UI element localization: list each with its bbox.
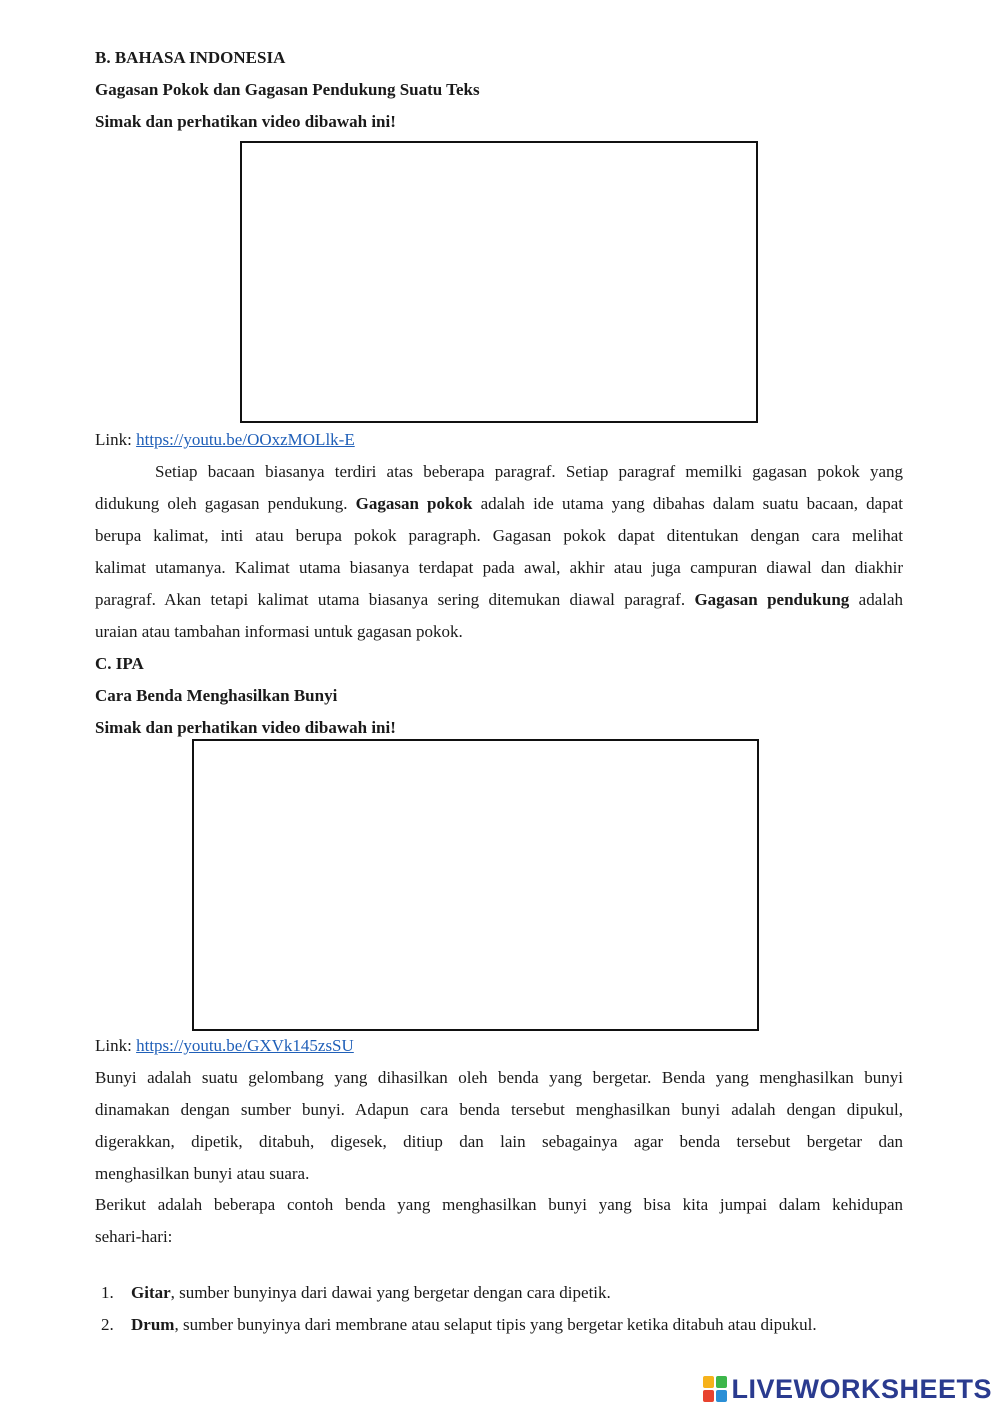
section-b-heading: B. BAHASA INDONESIA xyxy=(95,48,286,67)
liveworksheets-watermark xyxy=(703,1371,992,1407)
section-c-link-line xyxy=(95,1036,354,1056)
section-b-link-line xyxy=(95,430,355,450)
link-label: Link: xyxy=(95,430,137,449)
paragraph-b-line-5: paragraf. Akan tetapi kalimat utama biasanya sering ditemukan diawal paragraf. Gagasan pendukung adalah xyxy=(95,590,904,609)
paragraph-b-line-2: didukung oleh gagasan pendukung. Gagasan pokok adalah ide utama yang dibahas dalam suatu bacaan, dapat xyxy=(95,494,903,513)
link-label: Link: xyxy=(95,1036,137,1055)
video-link-c[interactable]: https://youtu.be/GXVk145zsSU xyxy=(136,1036,354,1055)
section-c-subheading: Cara Benda Menghasilkan Bunyi xyxy=(95,686,338,705)
section-b-subheading: Gagasan Pokok dan Gagasan Pendukung Suatu Teks xyxy=(95,80,480,99)
video-embed-b[interactable] xyxy=(240,141,758,423)
video-link-b[interactable]: https://youtu.be/OOxzMOLlk-E xyxy=(136,430,355,449)
section-c-instruction: Simak dan perhatikan video dibawah ini! xyxy=(95,718,396,737)
section-c-heading: C. IPA xyxy=(95,654,144,673)
liveworksheets-logo-icon xyxy=(703,1376,727,1402)
paragraph-c1-line-1: Bunyi adalah suatu gelombang yang dihasilkan oleh benda yang bergetar. Benda yang menghasilkan bunyi xyxy=(95,1068,903,1087)
paragraph-c2-line-2: sehari-hari: xyxy=(95,1227,173,1246)
paragraph-c1-line-3: digerakkan, dipetik, ditabuh, digesek, ditiup dan lain sebagainya agar benda tersebut bergetar dan xyxy=(95,1132,903,1151)
paragraph-b-line-1: Setiap bacaan biasanya terdiri atas beberapa paragraf. Setiap paragraf memilki gagasan pokok yang xyxy=(155,462,903,481)
list-item: Gitar, sumber bunyinya dari dawai yang bergetar dengan cara dipetik. xyxy=(131,1283,611,1302)
paragraph-c1-line-2: dinamakan dengan sumber bunyi. Adapun cara benda tersebut menghasilkan bunyi adalah dengan dipukul, xyxy=(95,1100,903,1119)
list-number: 2. xyxy=(101,1315,114,1334)
list-item: Drum, sumber bunyinya dari membrane atau selaput tipis yang bergetar ketika ditabuh atau dipukul. xyxy=(131,1315,817,1334)
paragraph-b-line-6: uraian atau tambahan informasi untuk gagasan pokok. xyxy=(95,622,463,641)
paragraph-b-line-3: berupa kalimat, inti atau berupa pokok paragraph. Gagasan pokok dapat ditentukan dengan cara melihat xyxy=(95,526,903,545)
paragraph-c2-line-1: Berikut adalah beberapa contoh benda yang menghasilkan bunyi yang bisa kita jumpai dalam kehidupan xyxy=(95,1195,903,1214)
term-gagasan-pendukung: Gagasan pendukung xyxy=(694,590,850,609)
liveworksheets-brand-text: LIVEWORKSHEETS xyxy=(731,1373,992,1404)
paragraph-b-line-4: kalimat utamanya. Kalimat utama biasanya terdapat pada awal, akhir atau juga campuran diawal dan diakhir xyxy=(95,558,903,577)
paragraph-c1-line-4: menghasilkan bunyi atau suara. xyxy=(95,1164,310,1183)
section-b-instruction: Simak dan perhatikan video dibawah ini! xyxy=(95,112,396,131)
term-gagasan-pokok: Gagasan pokok xyxy=(355,494,473,513)
list-number: 1. xyxy=(101,1283,114,1302)
video-embed-c[interactable] xyxy=(192,739,759,1031)
